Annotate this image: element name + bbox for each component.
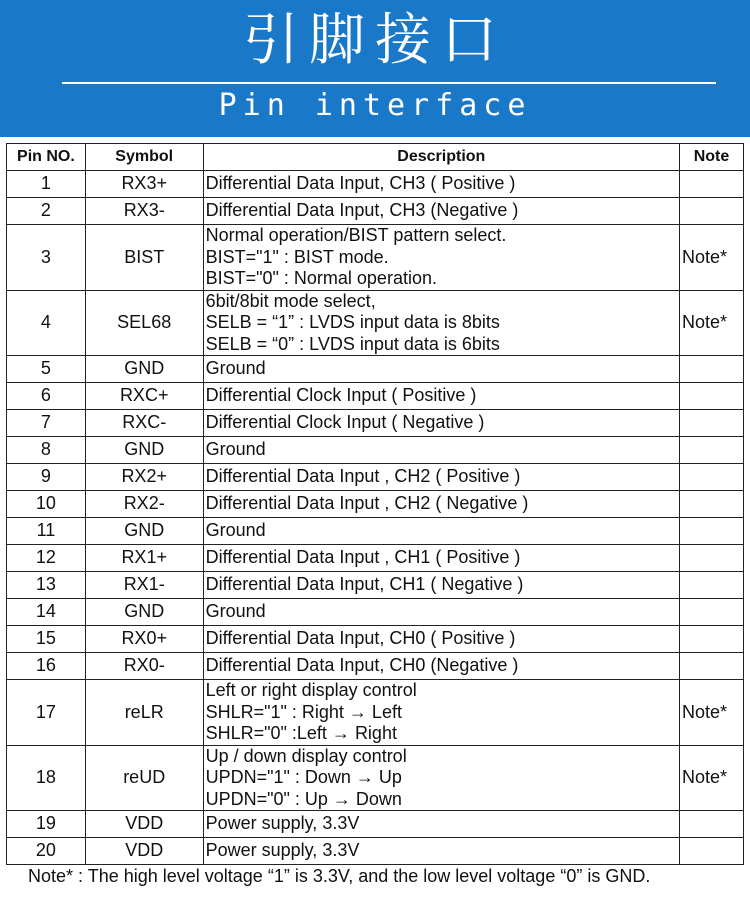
table-row	[7, 518, 744, 545]
pin-note: Note*	[680, 680, 744, 746]
pin-number: 14	[7, 599, 86, 626]
col-header-symbol: Symbol	[85, 144, 203, 171]
pin-symbol: BIST	[85, 225, 203, 291]
pin-description	[203, 811, 679, 838]
pin-description	[203, 290, 679, 356]
pin-symbol: VDD	[85, 838, 203, 865]
pin-symbol: GND	[85, 356, 203, 383]
pin-symbol: reLR	[85, 680, 203, 746]
pin-description	[203, 410, 679, 437]
col-header-pin: Pin NO.	[7, 144, 86, 171]
table-row	[7, 171, 744, 198]
description-line: Differential Data Input, CH3 (Negative )	[205, 200, 519, 221]
pin-description	[203, 599, 679, 626]
pin-description	[203, 626, 679, 653]
pin-symbol: RXC+	[85, 383, 203, 410]
pin-description	[203, 572, 679, 599]
pin-note	[680, 383, 744, 410]
description-line: 6bit/8bit mode select,	[205, 290, 376, 311]
page-title-cn: 引脚接口	[243, 8, 507, 73]
description-line: Differential Data Input, CH1 ( Negative )	[205, 574, 524, 595]
col-header-description: Description	[203, 144, 679, 171]
pin-symbol: RX0-	[85, 653, 203, 680]
description-line: Differential Data Input, CH0 (Negative )	[205, 655, 519, 676]
description-line: Differential Data Input , CH2 ( Positive )	[205, 466, 521, 487]
table-row	[7, 626, 744, 653]
pin-number: 16	[7, 653, 86, 680]
pin-symbol: reUD	[85, 745, 203, 811]
pin-symbol: GND	[85, 599, 203, 626]
pin-description	[203, 518, 679, 545]
pin-description	[203, 171, 679, 198]
pin-number: 15	[7, 626, 86, 653]
pin-number: 3	[7, 225, 86, 291]
pin-symbol: VDD	[85, 811, 203, 838]
pin-number: 12	[7, 545, 86, 572]
pin-note	[680, 171, 744, 198]
pin-number: 8	[7, 437, 86, 464]
pin-number: 1	[7, 171, 86, 198]
pin-number: 20	[7, 838, 86, 865]
page-title-en: Pin interface	[218, 88, 532, 123]
table-row	[7, 838, 744, 865]
pin-description	[203, 745, 679, 811]
pin-number: 9	[7, 464, 86, 491]
description-line: Ground	[205, 601, 266, 622]
table-row	[7, 290, 744, 356]
title-divider	[62, 82, 716, 84]
col-header-note: Note	[680, 144, 744, 171]
pin-note	[680, 437, 744, 464]
description-line: Differential Data Input, CH0 ( Positive )	[205, 628, 516, 649]
pin-description	[203, 225, 679, 291]
pin-note: Note*	[680, 745, 744, 811]
footnote: Note* : The high level voltage “1” is 3.3V, and the low level voltage “0” is GND.	[28, 866, 651, 886]
table-row	[7, 464, 744, 491]
description-line: Normal operation/BIST pattern select.	[205, 225, 507, 245]
table-row	[7, 653, 744, 680]
pin-number: 6	[7, 383, 86, 410]
pin-note	[680, 464, 744, 491]
pin-note	[680, 572, 744, 599]
description-line: BIST="1" : BIST mode.	[205, 246, 389, 267]
description-line: Power supply, 3.3V	[205, 813, 360, 834]
table-row	[7, 599, 744, 626]
table-row	[7, 745, 744, 811]
pin-number: 17	[7, 680, 86, 746]
pin-number: 10	[7, 491, 86, 518]
pin-note: Note*	[680, 225, 744, 291]
description-line: BIST="0" : Normal operation.	[205, 268, 437, 288]
pin-number: 7	[7, 410, 86, 437]
pin-symbol: RX2-	[85, 491, 203, 518]
pin-number: 13	[7, 572, 86, 599]
pin-note	[680, 356, 744, 383]
pin-note	[680, 626, 744, 653]
pin-description	[203, 437, 679, 464]
pin-note	[680, 599, 744, 626]
description-line: Left or right display control	[205, 680, 417, 700]
header-banner	[0, 0, 750, 137]
pin-symbol: SEL68	[85, 290, 203, 356]
table-row	[7, 572, 744, 599]
pin-note	[680, 198, 744, 225]
pin-note	[680, 838, 744, 865]
table-row	[7, 680, 744, 746]
pin-number: 18	[7, 745, 86, 811]
description-line: SELB = “1” : LVDS input data is 8bits	[205, 312, 500, 332]
pin-symbol: RXC-	[85, 410, 203, 437]
description-line: UPDN="0" : Up → Down	[205, 788, 402, 809]
pin-symbol: GND	[85, 518, 203, 545]
description-line: SHLR="1" : Right → Left	[205, 701, 402, 722]
description-line: Ground	[205, 439, 266, 460]
pin-number: 2	[7, 198, 86, 225]
table-row	[7, 491, 744, 518]
table-row	[7, 545, 744, 572]
table-row	[7, 410, 744, 437]
description-line: Ground	[205, 358, 266, 379]
table-header-row	[7, 144, 744, 171]
description-line: SHLR="0" :Left → Right	[205, 723, 397, 743]
pin-description	[203, 356, 679, 383]
pin-symbol: GND	[85, 437, 203, 464]
pin-symbol: RX2+	[85, 464, 203, 491]
pin-number: 19	[7, 811, 86, 838]
pin-note	[680, 545, 744, 572]
pin-symbol: RX0+	[85, 626, 203, 653]
pin-note: Note*	[680, 290, 744, 356]
pin-table-body	[7, 171, 744, 865]
pin-symbol: RX3+	[85, 171, 203, 198]
pin-note	[680, 811, 744, 838]
table-row	[7, 437, 744, 464]
pin-symbol: RX3-	[85, 198, 203, 225]
pin-note	[680, 518, 744, 545]
pin-description	[203, 491, 679, 518]
pin-description	[203, 838, 679, 865]
pin-table	[6, 143, 744, 865]
table-row	[7, 198, 744, 225]
description-line: Differential Clock Input ( Negative )	[205, 412, 485, 433]
pin-description	[203, 464, 679, 491]
description-line: Ground	[205, 520, 266, 541]
pin-note	[680, 410, 744, 437]
pin-number: 5	[7, 356, 86, 383]
pin-description	[203, 383, 679, 410]
table-row	[7, 225, 744, 291]
pin-number: 4	[7, 290, 86, 356]
description-line: SELB = “0” : LVDS input data is 6bits	[205, 333, 500, 354]
pin-number: 11	[7, 518, 86, 545]
table-row	[7, 383, 744, 410]
pin-note	[680, 491, 744, 518]
description-line: Power supply, 3.3V	[205, 840, 360, 861]
pin-symbol: RX1+	[85, 545, 203, 572]
pin-description	[203, 653, 679, 680]
description-line: Differential Data Input , CH2 ( Negative )	[205, 493, 529, 514]
table-row	[7, 356, 744, 383]
description-line: Differential Clock Input ( Positive )	[205, 385, 477, 406]
pin-note	[680, 653, 744, 680]
description-line: Differential Data Input , CH1 ( Positive )	[205, 547, 521, 568]
description-line: Up / down display control	[205, 745, 407, 766]
pin-description	[203, 545, 679, 572]
description-line: UPDN="1" : Down → Up	[205, 767, 402, 787]
pin-symbol: RX1-	[85, 572, 203, 599]
pin-description	[203, 680, 679, 746]
table-row	[7, 811, 744, 838]
description-line: Differential Data Input, CH3 ( Positive )	[205, 173, 516, 194]
pin-description	[203, 198, 679, 225]
